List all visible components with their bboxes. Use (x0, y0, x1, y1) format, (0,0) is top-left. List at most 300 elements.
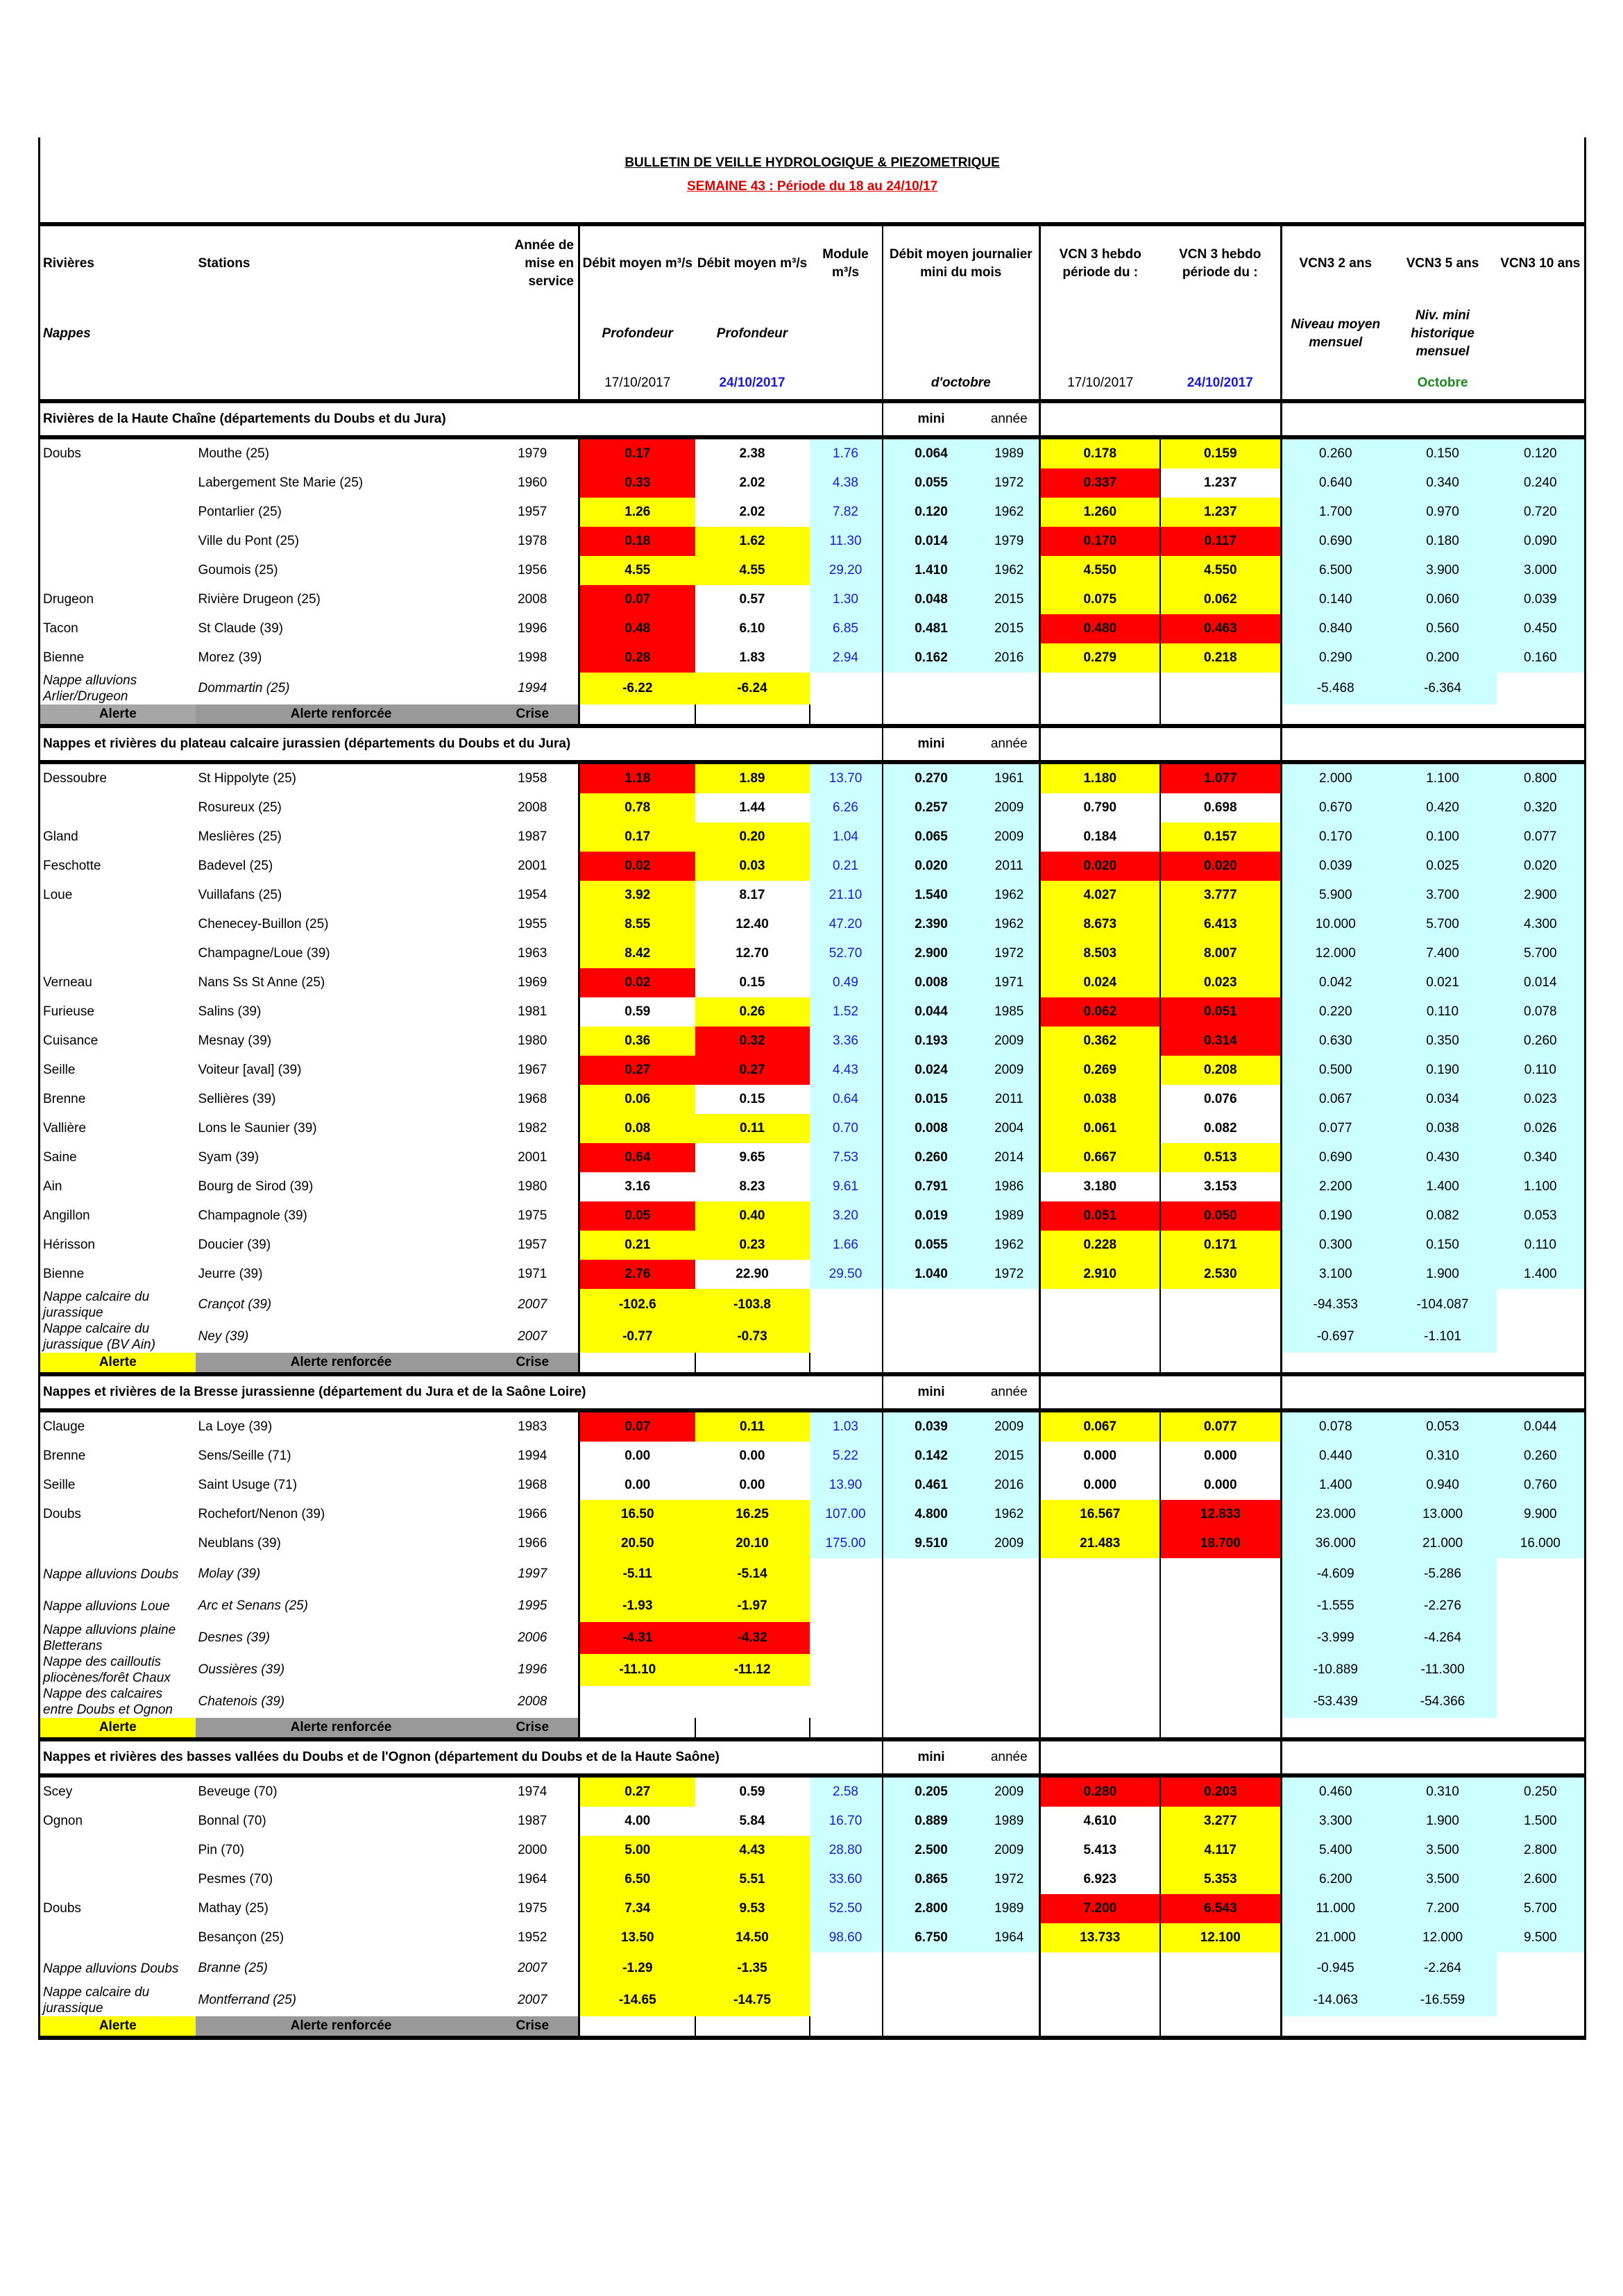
annee-service: 1960 (518, 475, 547, 490)
vcn3-2ans: 12.000 (1282, 939, 1389, 968)
niveau-moyen-mensuel: -0.945 (1282, 1952, 1389, 1984)
vcn-hebdo-previous: 0.038 (1040, 1085, 1160, 1114)
vcn3-5ans: 0.025 (1389, 852, 1497, 881)
debit-mini-value: 1.410 (883, 556, 980, 585)
module-value: 1.03 (810, 1410, 883, 1442)
station-row (40, 1201, 1586, 1231)
col-header-vcn3-2ans: VCN3 2 ans (1282, 224, 1389, 301)
vcn3-10ans: 0.250 (1497, 1775, 1586, 1807)
station-row (40, 1442, 1586, 1471)
section-header (40, 726, 1586, 762)
legend-crise: Crise (487, 1353, 579, 1374)
debit-previous: 6.50 (579, 1865, 695, 1894)
vcn3-10ans: 1.100 (1497, 1172, 1586, 1201)
blank-cell (980, 1321, 1040, 1353)
blank-cell (883, 1590, 980, 1622)
debit-mini-year: 2004 (980, 1114, 1040, 1143)
debit-mini-value: 1.040 (883, 1260, 980, 1289)
annee-service: 1952 (518, 1930, 547, 1945)
debit-current: 5.84 (695, 1807, 810, 1836)
debit-mini-year: 2015 (980, 585, 1040, 614)
station-row (40, 1775, 1586, 1807)
blank-cell (1040, 401, 1282, 437)
legend-crise: Crise (487, 2016, 579, 2038)
vcn3-5ans: 21.000 (1389, 1529, 1497, 1558)
vcn3-10ans: 0.039 (1497, 585, 1586, 614)
blank-cell (1160, 673, 1282, 704)
debit-current: 0.20 (695, 822, 810, 852)
vcn3-2ans: 0.300 (1282, 1231, 1389, 1260)
annee-service: 1957 (518, 1238, 547, 1252)
niveau-moyen-mensuel: -5.468 (1282, 673, 1389, 704)
debit-mini-year: 1962 (980, 881, 1040, 910)
riviere-name: Cuisance (40, 1027, 196, 1056)
blank-cell (810, 1622, 883, 1654)
debit-current: 1.44 (695, 793, 810, 822)
module-value: 29.50 (810, 1260, 883, 1289)
vcn-hebdo-previous: 0.067 (1040, 1410, 1160, 1442)
blank-cell (1282, 401, 1586, 437)
annee-service: 1966 (518, 1507, 547, 1521)
profondeur-current: -103.8 (695, 1289, 810, 1321)
vcn3-5ans: 0.350 (1389, 1027, 1497, 1056)
niv-mini-historique: -2.276 (1389, 1590, 1497, 1622)
profondeur-current: -6.24 (695, 673, 810, 704)
debit-current: 1.62 (695, 527, 810, 556)
blank-cell (980, 1654, 1040, 1686)
col-header-vcn-hebdo-1: VCN 3 hebdo période du : (1040, 224, 1160, 301)
debit-mini-value: 6.750 (883, 1923, 980, 1952)
vcn3-5ans: 0.310 (1389, 1775, 1497, 1807)
annee-service: 1997 (518, 1567, 547, 1581)
vcn3-10ans: 0.260 (1497, 1027, 1586, 1056)
vcn3-2ans: 21.000 (1282, 1923, 1389, 1952)
riviere-name (40, 939, 196, 968)
profondeur-previous: -5.11 (579, 1558, 695, 1590)
debit-mini-value: 0.015 (883, 1085, 980, 1114)
blank-cell (1040, 1374, 1282, 1410)
module-value: 2.94 (810, 643, 883, 673)
station-name: Crançot (39) (198, 1297, 272, 1312)
module-value: 1.52 (810, 997, 883, 1027)
annee-service: 1974 (518, 1784, 547, 1799)
debit-mini-year: 1985 (980, 997, 1040, 1027)
riviere-name (40, 1529, 196, 1558)
date-previous: 17/10/2017 (579, 366, 695, 401)
blank-cell (1040, 1321, 1160, 1353)
riviere-name: Feschotte (40, 852, 196, 881)
vcn3-5ans: 0.110 (1389, 997, 1497, 1027)
station-name: Neublans (39) (198, 1536, 281, 1551)
nappe-name: Nappe alluvions plaine Bletterans (40, 1622, 196, 1654)
vcn3-2ans: 0.840 (1282, 614, 1389, 643)
blank-cell (1282, 1353, 1586, 1374)
vcn3-10ans: 4.300 (1497, 910, 1586, 939)
legend-row (40, 1718, 1586, 1739)
profondeur-current: -14.75 (695, 1984, 810, 2016)
vcn3-2ans: 0.042 (1282, 968, 1389, 997)
legend-alerte-renforcee: Alerte renforcée (196, 1353, 487, 1374)
vcn-hebdo-previous: 5.413 (1040, 1836, 1160, 1865)
station-row (40, 614, 1586, 643)
debit-mini-year: 1964 (980, 1923, 1040, 1952)
vcn3-5ans: 0.970 (1389, 498, 1497, 527)
nappe-row (40, 1984, 1586, 2016)
nappe-name: Nappe alluvions Arlier/Drugeon (40, 673, 196, 704)
section-title: Nappes et rivières de la Bresse jurassienne (département du Jura et de la Saône Loire) (40, 1374, 883, 1410)
station-name: Rochefort/Nenon (39) (198, 1507, 325, 1521)
debit-mini-value: 2.390 (883, 910, 980, 939)
annee-service: 2008 (518, 592, 547, 607)
vcn-hebdo-previous: 2.910 (1040, 1260, 1160, 1289)
vcn-hebdo-previous: 0.279 (1040, 643, 1160, 673)
debit-previous: 4.00 (579, 1807, 695, 1836)
blank-cell (1040, 1558, 1160, 1590)
debit-previous: 0.05 (579, 1201, 695, 1231)
vcn3-10ans: 0.077 (1497, 822, 1586, 852)
annee-service: 1996 (518, 621, 547, 636)
riviere-name: Verneau (40, 968, 196, 997)
annee-service: 1998 (518, 650, 547, 665)
module-value: 9.61 (810, 1172, 883, 1201)
blank-cell (1160, 2016, 1282, 2038)
station-name: La Loye (39) (198, 1419, 273, 1434)
station-name: Rosureux (25) (198, 800, 282, 815)
blank-cell (810, 1686, 883, 1718)
annee-service: 2001 (518, 859, 547, 873)
debit-mini-value: 0.481 (883, 614, 980, 643)
station-name: Sens/Seille (71) (198, 1449, 291, 1463)
debit-current: 0.40 (695, 1201, 810, 1231)
vcn-hebdo-current: 0.203 (1160, 1775, 1282, 1807)
station-row (40, 1500, 1586, 1529)
vcn3-2ans: 0.078 (1282, 1410, 1389, 1442)
annee-service: 1963 (518, 946, 547, 961)
module-value: 98.60 (810, 1923, 883, 1952)
blank-cell (810, 1590, 883, 1622)
blank-cell (883, 1686, 980, 1718)
blank-cell (1497, 1622, 1586, 1654)
vcn-hebdo-previous: 8.503 (1040, 939, 1160, 968)
annee-service: 1958 (518, 771, 547, 786)
debit-mini-value: 0.889 (883, 1807, 980, 1836)
month-label: d'octobre (883, 366, 1040, 401)
annee-service: 2007 (518, 1329, 547, 1344)
nappe-name: Nappe alluvions Doubs (40, 1952, 196, 1984)
module-value: 13.90 (810, 1471, 883, 1500)
station-name: Mesnay (39) (198, 1033, 272, 1048)
blank-cell (1040, 1654, 1160, 1686)
debit-mini-value: 0.162 (883, 643, 980, 673)
section-title: Rivières de la Haute Chaîne (départements du Doubs et du Jura) (40, 401, 883, 437)
blank-cell (980, 1984, 1040, 2016)
vcn3-5ans: 0.053 (1389, 1410, 1497, 1442)
vcn-hebdo-current: 0.082 (1160, 1114, 1282, 1143)
blank-cell (1160, 1289, 1282, 1321)
module-value: 16.70 (810, 1807, 883, 1836)
vcn3-10ans: 1.400 (1497, 1260, 1586, 1289)
col-header-vcn3-10ans: VCN3 10 ans (1497, 224, 1586, 301)
debit-mini-year: 2009 (980, 1410, 1040, 1442)
vcn-hebdo-current: 2.530 (1160, 1260, 1282, 1289)
vcn-hebdo-current: 0.117 (1160, 527, 1282, 556)
debit-current: 0.11 (695, 1114, 810, 1143)
niveau-moyen-mensuel: -14.063 (1282, 1984, 1389, 2016)
vcn3-5ans: 12.000 (1389, 1923, 1497, 1952)
debit-current: 2.02 (695, 498, 810, 527)
vcn3-10ans: 0.450 (1497, 614, 1586, 643)
riviere-name: Bienne (40, 1260, 196, 1289)
legend-alerte-renforcee: Alerte renforcée (196, 2016, 487, 2038)
debit-mini-year: 2014 (980, 1143, 1040, 1172)
vcn3-2ans: 23.000 (1282, 1500, 1389, 1529)
vcn3-2ans: 36.000 (1282, 1529, 1389, 1558)
annee-service: 1954 (518, 888, 547, 902)
module-value: 0.70 (810, 1114, 883, 1143)
riviere-name: Doubs (40, 437, 196, 469)
station-row (40, 556, 1586, 585)
vcn-hebdo-previous: 6.923 (1040, 1865, 1160, 1894)
section-title: Nappes et rivières du plateau calcaire jurassien (départements du Doubs et du Jura) (40, 726, 883, 762)
bulletin-subtitle: SEMAINE 43 : Période du 18 au 24/10/17 (40, 175, 1586, 199)
blank-cell (579, 1353, 695, 1374)
vcn-hebdo-previous: 0.178 (1040, 437, 1160, 469)
nappe-row (40, 1654, 1586, 1686)
debit-current: 0.32 (695, 1027, 810, 1056)
vcn3-2ans: 11.000 (1282, 1894, 1389, 1923)
annee-service: 1981 (518, 1004, 547, 1019)
station-row (40, 1143, 1586, 1172)
debit-mini-year: 1962 (980, 910, 1040, 939)
debit-mini-year: 1972 (980, 469, 1040, 498)
vcn3-2ans: 0.260 (1282, 437, 1389, 469)
legend-alerte: Alerte (40, 1353, 196, 1374)
debit-mini-value: 0.270 (883, 762, 980, 793)
blank-cell (810, 1952, 883, 1984)
debit-previous: 2.76 (579, 1260, 695, 1289)
nappe-name: Nappe alluvions Loue (40, 1590, 196, 1622)
vcn3-10ans: 0.240 (1497, 469, 1586, 498)
vcn3-2ans: 0.690 (1282, 1143, 1389, 1172)
debit-previous: 3.16 (579, 1172, 695, 1201)
station-row (40, 1027, 1586, 1056)
debit-previous: 0.59 (579, 997, 695, 1027)
vcn-hebdo-previous: 0.667 (1040, 1143, 1160, 1172)
vcn3-10ans: 0.760 (1497, 1471, 1586, 1500)
debit-mini-value: 0.461 (883, 1471, 980, 1500)
annee-service: 1995 (518, 1598, 547, 1613)
station-row (40, 1894, 1586, 1923)
blank-cell (1160, 1984, 1282, 2016)
station-name: Champagnole (39) (198, 1208, 307, 1223)
vcn3-5ans: 0.420 (1389, 793, 1497, 822)
station-row (40, 1172, 1586, 1201)
debit-mini-year: 1979 (980, 527, 1040, 556)
annee-service: 1969 (518, 975, 547, 990)
debit-mini-value: 0.014 (883, 527, 980, 556)
vcn3-2ans: 0.440 (1282, 1442, 1389, 1471)
annee-service: 1975 (518, 1901, 547, 1916)
debit-current: 0.11 (695, 1410, 810, 1442)
station-row (40, 910, 1586, 939)
debit-mini-value: 0.120 (883, 498, 980, 527)
vcn-hebdo-current: 0.000 (1160, 1442, 1282, 1471)
vcn-hebdo-current: 4.117 (1160, 1836, 1282, 1865)
vcn-hebdo-previous: 0.790 (1040, 793, 1160, 822)
legend-row (40, 704, 1586, 726)
blank-cell (1282, 2016, 1586, 2038)
debit-mini-year: 1989 (980, 1807, 1040, 1836)
debit-current: 2.38 (695, 437, 810, 469)
vcn3-2ans: 5.400 (1282, 1836, 1389, 1865)
debit-current: 16.25 (695, 1500, 810, 1529)
profondeur-previous: -11.10 (579, 1654, 695, 1686)
annee-service: 1982 (518, 1121, 547, 1136)
vcn3-5ans: 0.200 (1389, 643, 1497, 673)
vcn-hebdo-current: 0.062 (1160, 585, 1282, 614)
station-row (40, 1836, 1586, 1865)
station-name: Ney (39) (198, 1329, 249, 1344)
debit-mini-value: 0.055 (883, 1231, 980, 1260)
date-current: 24/10/2017 (695, 366, 810, 401)
module-value: 6.85 (810, 614, 883, 643)
vcn3-5ans: 7.400 (1389, 939, 1497, 968)
vcn3-5ans: 5.700 (1389, 910, 1497, 939)
debit-current: 0.00 (695, 1471, 810, 1500)
vcn-hebdo-current: 6.543 (1160, 1894, 1282, 1923)
profondeur-previous: -4.31 (579, 1622, 695, 1654)
vcn-hebdo-previous: 0.020 (1040, 852, 1160, 881)
debit-mini-value: 0.019 (883, 1201, 980, 1231)
debit-previous: 0.27 (579, 1775, 695, 1807)
vcn-hebdo-previous: 0.337 (1040, 469, 1160, 498)
module-value: 52.50 (810, 1894, 883, 1923)
col-mini-label: mini (883, 401, 980, 437)
station-name: Oussières (39) (198, 1662, 285, 1677)
debit-current: 9.65 (695, 1143, 810, 1172)
debit-previous: 0.36 (579, 1027, 695, 1056)
station-row (40, 968, 1586, 997)
station-name: Mathay (25) (198, 1901, 269, 1916)
station-name: Vuillafans (25) (198, 888, 282, 902)
station-name: Saint Usuge (71) (198, 1478, 298, 1492)
station-name: Badevel (25) (198, 859, 273, 873)
niv-mini-historique: -104.087 (1389, 1289, 1497, 1321)
vcn3-10ans: 0.014 (1497, 968, 1586, 997)
debit-mini-value: 0.257 (883, 793, 980, 822)
debit-mini-year: 2009 (980, 1027, 1040, 1056)
blank-cell (1282, 704, 1586, 726)
vcn-hebdo-current: 4.550 (1160, 556, 1282, 585)
riviere-name: Bienne (40, 643, 196, 673)
vcn3-10ans: 1.500 (1497, 1807, 1586, 1836)
debit-mini-year: 1989 (980, 1201, 1040, 1231)
debit-current: 6.10 (695, 614, 810, 643)
module-value: 7.53 (810, 1143, 883, 1172)
vcn3-5ans: 0.560 (1389, 614, 1497, 643)
vcn3-5ans: 0.940 (1389, 1471, 1497, 1500)
vcn-date-previous: 17/10/2017 (1040, 366, 1160, 401)
vcn3-5ans: 0.150 (1389, 1231, 1497, 1260)
nappe-row (40, 1558, 1586, 1590)
legend-alerte: Alerte (40, 2016, 196, 2038)
bulletin-table (38, 137, 1586, 2040)
debit-current: 14.50 (695, 1923, 810, 1952)
blank-cell (579, 2016, 695, 2038)
debit-mini-value: 0.142 (883, 1442, 980, 1471)
debit-current: 0.57 (695, 585, 810, 614)
col-header-profondeur-2: Profondeur (716, 326, 788, 341)
vcn-hebdo-previous: 1.260 (1040, 498, 1160, 527)
annee-service: 1968 (518, 1092, 547, 1106)
debit-previous: 1.26 (579, 498, 695, 527)
blank-cell (1040, 704, 1160, 726)
debit-mini-value: 0.865 (883, 1865, 980, 1894)
annee-service: 1957 (518, 505, 547, 519)
blank-cell (980, 1558, 1040, 1590)
module-value: 1.30 (810, 585, 883, 614)
vcn3-10ans: 0.053 (1497, 1201, 1586, 1231)
debit-mini-value: 2.900 (883, 939, 980, 968)
vcn3-10ans: 0.800 (1497, 762, 1586, 793)
debit-mini-year: 1972 (980, 1260, 1040, 1289)
debit-current: 12.40 (695, 910, 810, 939)
vcn-hebdo-previous: 0.062 (1040, 997, 1160, 1027)
profondeur-previous: -1.93 (579, 1590, 695, 1622)
col-mini-label: mini (883, 1374, 980, 1410)
col-header-module: Module m³/s (822, 246, 869, 280)
module-value: 175.00 (810, 1529, 883, 1558)
legend-alerte-renforcee: Alerte renforcée (196, 704, 487, 726)
annee-service: 1994 (518, 1449, 547, 1463)
debit-previous: 7.34 (579, 1894, 695, 1923)
debit-mini-year: 2009 (980, 793, 1040, 822)
vcn3-2ans: 0.690 (1282, 527, 1389, 556)
annee-service: 2008 (518, 800, 547, 815)
nappe-row (40, 1321, 1586, 1353)
legend-row (40, 1353, 1586, 1374)
module-value: 0.64 (810, 1085, 883, 1114)
annee-service: 2007 (518, 1297, 547, 1312)
annee-service: 1994 (518, 681, 547, 695)
debit-previous: 0.06 (579, 1085, 695, 1114)
debit-previous: 5.00 (579, 1836, 695, 1865)
col-annee-label: année (980, 1374, 1040, 1410)
annee-service: 1955 (518, 917, 547, 931)
col-mini-label: mini (883, 1739, 980, 1775)
vcn3-2ans: 1.700 (1282, 498, 1389, 527)
vcn-hebdo-current: 0.077 (1160, 1410, 1282, 1442)
debit-mini-value: 0.065 (883, 822, 980, 852)
section-header (40, 1739, 1586, 1775)
station-name: St Claude (39) (198, 621, 284, 636)
blank-cell (883, 704, 1040, 726)
debit-previous: 0.07 (579, 1410, 695, 1442)
station-name: Bourg de Sirod (39) (198, 1179, 314, 1194)
vcn-hebdo-current: 0.023 (1160, 968, 1282, 997)
niv-mini-historique: -54.366 (1389, 1686, 1497, 1718)
niveau-moyen-mensuel: -3.999 (1282, 1622, 1389, 1654)
col-annee-label: année (980, 726, 1040, 762)
riviere-name (40, 1923, 196, 1952)
vcn3-2ans: 0.640 (1282, 469, 1389, 498)
station-row (40, 1923, 1586, 1952)
riviere-name: Hérisson (40, 1231, 196, 1260)
riviere-name (40, 556, 196, 585)
vcn-hebdo-previous: 21.483 (1040, 1529, 1160, 1558)
station-row (40, 1865, 1586, 1894)
vcn-hebdo-previous: 0.480 (1040, 614, 1160, 643)
